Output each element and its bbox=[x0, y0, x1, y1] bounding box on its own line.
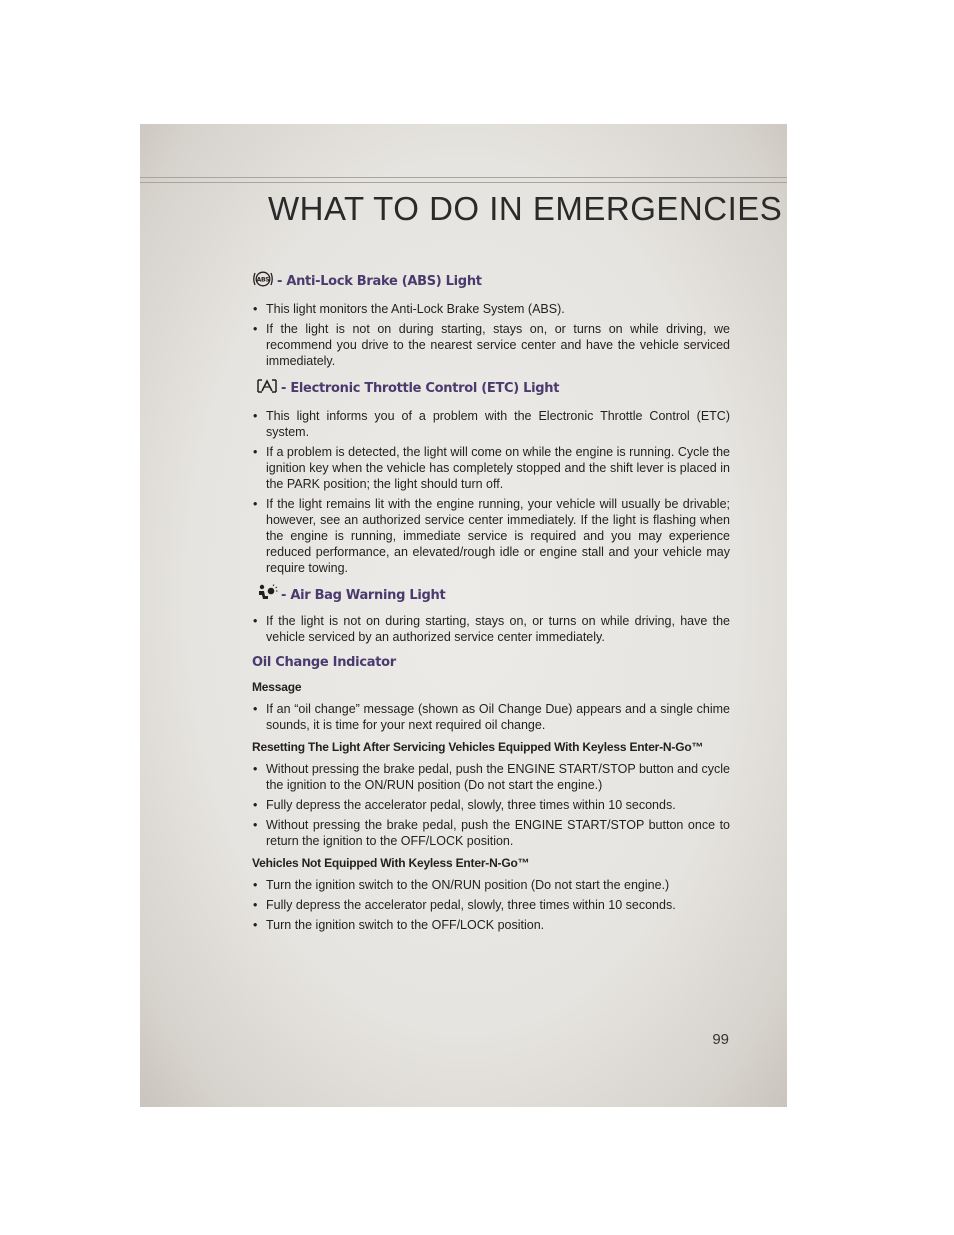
throttle-control-icon bbox=[256, 377, 278, 400]
header-rule-top bbox=[140, 177, 787, 178]
list-item: • Fully depress the accelerator pedal, slowly, three times within 10 seconds. bbox=[252, 797, 730, 813]
list-item: • If the light remains lit with the engine running, your vehicle will usually be drivable; however, see an authorized service center immediately. If the light is flashing when the engine is running, immediate service is required and you may experience reduced performance, an elevated/rough idle or engine stall and your vehicle may require towing. bbox=[252, 496, 730, 576]
list-item: • This light informs you of a problem with the Electronic Throttle Control (ETC) system. bbox=[252, 408, 730, 440]
message-bullet-list bbox=[252, 701, 730, 733]
list-item: • Turn the ignition switch to the OFF/LOCK position. bbox=[252, 917, 730, 933]
airbag-heading-text: - Air Bag Warning Light bbox=[281, 587, 446, 603]
list-item: • Without pressing the brake pedal, push the ENGINE START/STOP button and cycle the ignition to the ON/RUN position (Do not start the engine.) bbox=[252, 761, 730, 793]
oil-change-heading: Oil Change Indicator bbox=[252, 655, 396, 670]
etc-bullet-list bbox=[252, 408, 730, 576]
abs-bullet-list bbox=[252, 301, 730, 369]
message-subheading: Message bbox=[252, 680, 302, 694]
manual-page bbox=[140, 124, 787, 1107]
page-number: 99 bbox=[712, 1031, 729, 1048]
airbag-bullet-list bbox=[252, 613, 730, 645]
page-content bbox=[252, 270, 730, 937]
airbag-heading bbox=[252, 584, 730, 607]
list-item: • If the light is not on during starting, stays on, or turns on while driving, we recommend you drive to the nearest service center and have the vehicle serviced immediately. bbox=[252, 321, 730, 369]
keyless-bullet-list bbox=[252, 761, 730, 849]
etc-heading-text: - Electronic Throttle Control (ETC) Light bbox=[281, 380, 560, 396]
header-rule-bottom bbox=[140, 182, 787, 183]
nonkeyless-bullet-list bbox=[252, 877, 730, 933]
abs-heading-text: - Anti-Lock Brake (ABS) Light bbox=[277, 273, 482, 289]
list-item: • Without pressing the brake pedal, push the ENGINE START/STOP button once to return the ignition to the OFF/LOCK position. bbox=[252, 817, 730, 849]
abs-heading bbox=[252, 270, 730, 293]
page-title: WHAT TO DO IN EMERGENCIES bbox=[268, 190, 783, 227]
list-item: • If an “oil change” message (shown as Oil Change Due) appears and a single chime sounds, it is time for your next required oil change. bbox=[252, 701, 730, 733]
list-item: • If a problem is detected, the light will come on while the engine is running. Cycle the ignition key when the vehicle has completely stopped and the shift lever is placed in the PARK position; the light should turn off. bbox=[252, 444, 730, 492]
air-bag-warning-icon bbox=[256, 584, 278, 607]
abs-warning-icon bbox=[252, 270, 274, 293]
nonkeyless-subheading: Vehicles Not Equipped With Keyless Enter-N-Go™ bbox=[252, 856, 530, 870]
abs-icon-label: ABS bbox=[256, 276, 270, 284]
list-item: • Fully depress the accelerator pedal, slowly, three times within 10 seconds. bbox=[252, 897, 730, 913]
keyless-subheading: Resetting The Light After Servicing Vehicles Equipped With Keyless Enter-N-Go™ bbox=[252, 740, 704, 754]
list-item: • If the light is not on during starting, stays on, or turns on while driving, have the vehicle serviced by an authorized service center immediately. bbox=[252, 613, 730, 645]
etc-heading bbox=[252, 377, 730, 400]
list-item: • Turn the ignition switch to the ON/RUN position (Do not start the engine.) bbox=[252, 877, 730, 893]
list-item: • This light monitors the Anti-Lock Brake System (ABS). bbox=[252, 301, 730, 317]
